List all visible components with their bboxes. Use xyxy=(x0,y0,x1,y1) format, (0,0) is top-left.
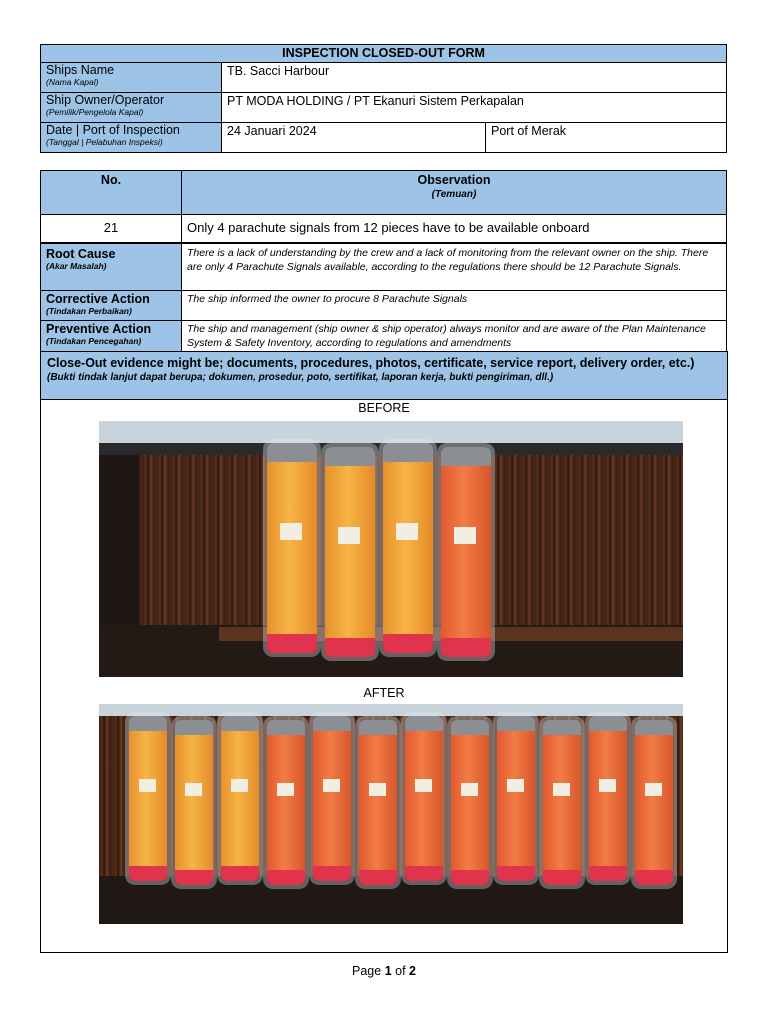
parachute-signal xyxy=(589,716,627,881)
actions-table xyxy=(40,243,727,352)
owner-label: Ship Owner/Operator xyxy=(46,93,165,107)
root-cause-label: Root Cause xyxy=(46,247,116,261)
parachute-signal xyxy=(325,447,375,657)
observation-header xyxy=(182,171,727,215)
page-footer xyxy=(0,964,768,978)
observation-header-title: Observation xyxy=(417,173,491,187)
parachute-signal xyxy=(441,447,491,657)
page-prefix: Page xyxy=(352,964,385,978)
observation-text: Only 4 parachute signals from 12 pieces have to be available onboard xyxy=(182,215,727,243)
parachute-signal xyxy=(497,716,535,881)
evidence-line2: (Bukti tindak lanjut dapat berupa; dokumen, prosedur, poto, sertifikat, laporan kerja, bukti pengiriman, dll.) xyxy=(47,372,554,383)
parachute-signal xyxy=(383,443,433,653)
preventive-label: Preventive Action xyxy=(46,322,152,336)
root-cause-text: There is a lack of understanding by the crew and a lack of monitoring from the relevant owner on the ship. There are only 4 Parachute Signals available, according to the regulations there should be 12 Parachute Signals. xyxy=(182,244,727,291)
ships-name-label-cell xyxy=(41,63,222,93)
ships-name-label: Ships Name xyxy=(46,63,115,77)
parachute-signal xyxy=(267,720,305,885)
root-cause-sublabel: (Akar Masalah) xyxy=(46,261,107,271)
ships-name-sublabel: (Nama Kapal) xyxy=(46,77,99,87)
owner-sublabel: (Pemilik/Pengelola Kapal) xyxy=(46,107,144,117)
ships-name-value: TB. Sacci Harbour xyxy=(222,63,727,93)
root-cause-label-cell xyxy=(41,244,182,291)
after-label: AFTER xyxy=(363,686,405,700)
date-label: Date | Port of Inspection xyxy=(46,123,180,137)
preventive-text: The ship and management (ship owner & ship operator) always monitor and are aware of the Plan Maintenance System & Safety Inventory, according to regulations and amendments xyxy=(182,321,727,352)
preventive-sublabel: (Tindakan Pencegahan) xyxy=(46,336,142,346)
page-total: 2 xyxy=(409,964,416,978)
owner-value: PT MODA HOLDING / PT Ekanuri Sistem Perkapalan xyxy=(222,93,727,123)
page-number: 1 xyxy=(384,964,392,978)
parachute-signal xyxy=(359,720,397,885)
observation-header-sub: (Temuan) xyxy=(431,189,477,200)
port-value: Port of Merak xyxy=(486,123,727,153)
parachute-signal xyxy=(175,720,213,885)
parachute-signal xyxy=(267,443,317,653)
parachute-signal xyxy=(405,716,443,881)
parachute-signal xyxy=(543,720,581,885)
corrective-sublabel: (Tindakan Perbaikan) xyxy=(46,306,132,316)
corrective-text: The ship informed the owner to procure 8 Parachute Signals xyxy=(182,291,727,321)
parachute-signal xyxy=(129,716,167,881)
date-label-cell xyxy=(41,123,222,153)
observation-number: 21 xyxy=(41,215,182,243)
parachute-signal xyxy=(221,716,259,881)
date-sublabel: (Tanggal | Pelabuhan Inspeksi) xyxy=(46,137,163,147)
date-value: 24 Januari 2024 xyxy=(222,123,486,153)
corrective-label-cell xyxy=(41,291,182,321)
evidence-header xyxy=(40,351,728,400)
after-photo xyxy=(99,704,683,924)
parachute-signal xyxy=(313,716,351,881)
evidence-line1: Close-Out evidence might be; documents, procedures, photos, certificate, service report, delivery order, etc.) xyxy=(47,356,695,370)
observation-table xyxy=(40,170,727,243)
parachute-signal xyxy=(635,720,673,885)
no-header: No. xyxy=(41,171,182,215)
ship-info-table xyxy=(40,44,727,153)
owner-label-cell xyxy=(41,93,222,123)
form-title: INSPECTION CLOSED-OUT FORM xyxy=(41,45,727,63)
before-label: BEFORE xyxy=(358,401,410,415)
corrective-label: Corrective Action xyxy=(46,292,150,306)
parachute-signal xyxy=(451,720,489,885)
preventive-label-cell xyxy=(41,321,182,352)
before-photo xyxy=(99,421,683,677)
page-of: of xyxy=(391,964,410,978)
